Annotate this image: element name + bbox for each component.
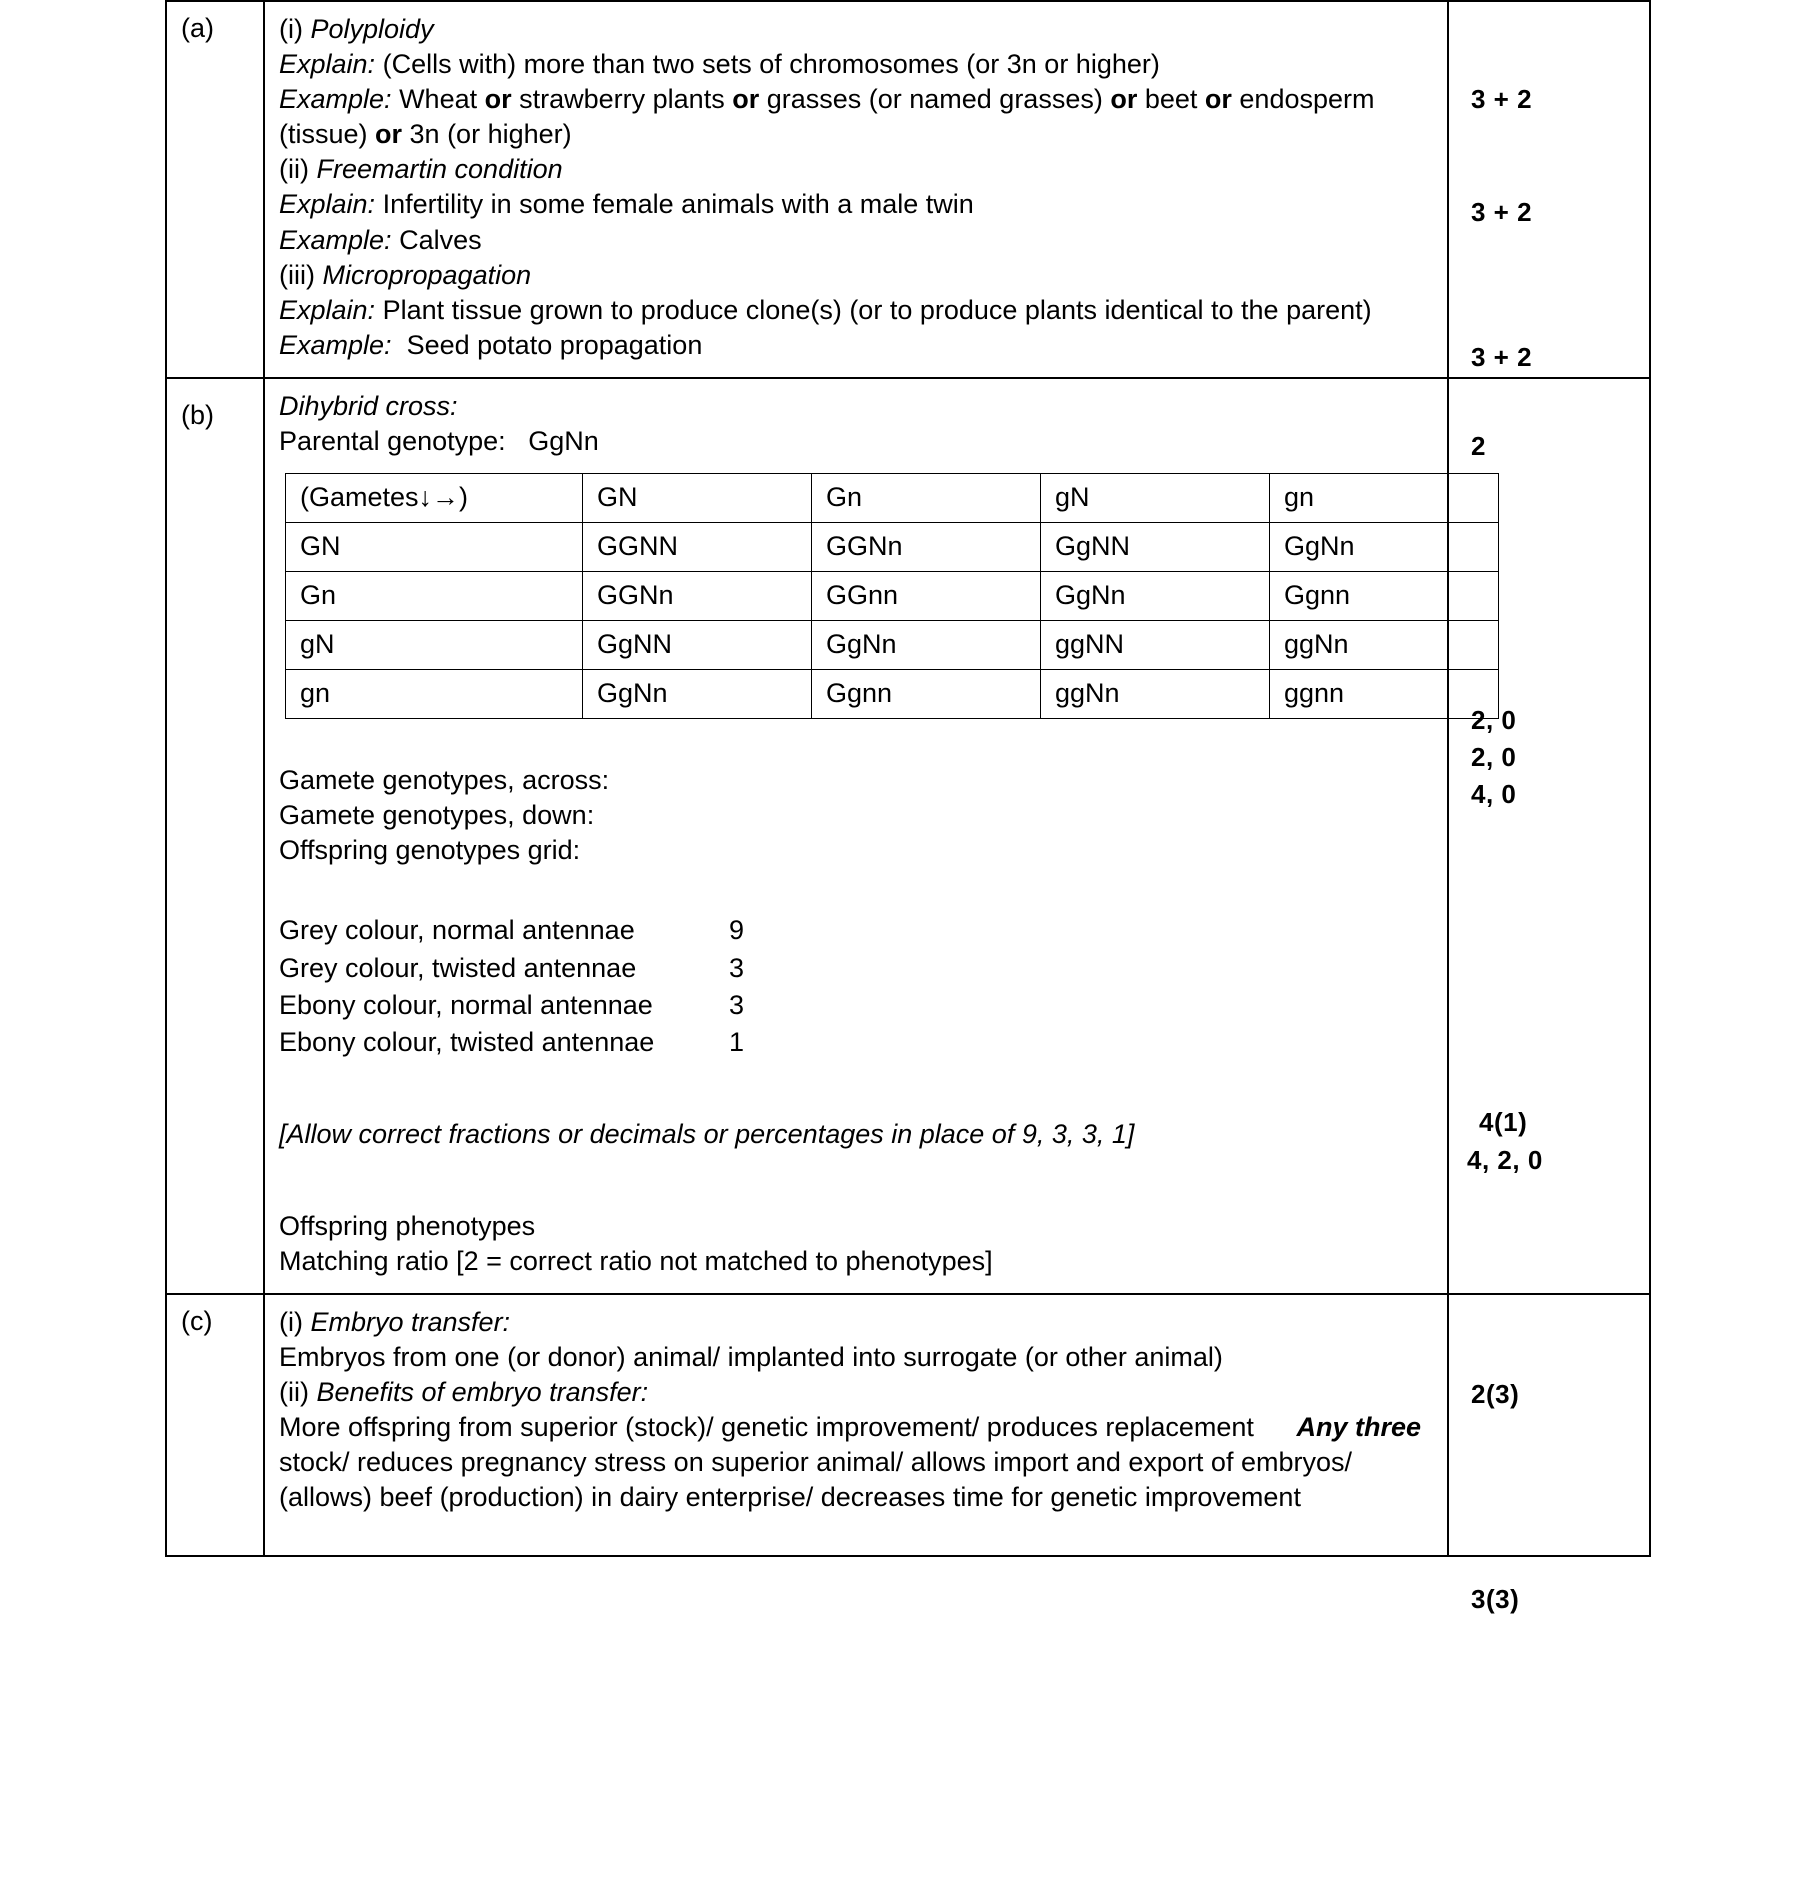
part-label-c: (c): [181, 1305, 213, 1336]
punnett-row-header: GN: [286, 523, 583, 572]
part-label-a: (a): [181, 13, 214, 43]
answer-body-c: [265, 1295, 1447, 1556]
punnett-header-row: [286, 474, 1499, 523]
explain-text: Plant tissue grown to produce clone(s) (or to produce plants identical to the parent): [382, 294, 1372, 325]
phenotype-label: Ebony colour, twisted antennae: [279, 1027, 655, 1058]
table-row-section-c: [166, 1294, 1650, 1557]
criterion-offspring-grid: Offspring genotypes grid:: [279, 835, 581, 866]
example-fragment: strawberry plants: [511, 84, 733, 115]
table-row-section-b: [166, 378, 1650, 1294]
body-cell-a: [264, 1, 1448, 378]
item-a-iii-example: [279, 328, 1435, 363]
example-text: Calves: [399, 224, 482, 255]
punnett-genotype-cell: GGNN: [583, 523, 812, 572]
item-number: (i): [279, 14, 303, 44]
allow-note: [Allow correct fractions or decimals or percentages in place of 9, 3, 3, 1]: [279, 1119, 1135, 1150]
explain-text: Infertility in some female animals with a male twin: [382, 189, 974, 220]
parental-genotype-line: [279, 424, 1435, 459]
punnett-genotype-cell: GGNn: [583, 572, 812, 621]
example-label: Example:: [279, 224, 392, 255]
punnett-column-header: gn: [1270, 474, 1499, 523]
punnett-genotype-cell: GgNn: [583, 670, 812, 719]
example-connector-or: or: [732, 84, 760, 115]
example-connector-or: or: [375, 119, 403, 150]
punnett-genotype-cell: GGnn: [812, 572, 1041, 621]
mark-value: 3 + 2: [1471, 84, 1533, 114]
phenotype-label: Grey colour, twisted antennae: [279, 952, 637, 983]
phenotype-count: 3: [729, 952, 745, 983]
mark-value: 2, 0: [1471, 741, 1517, 772]
punnett-genotype-cell: GgNN: [1041, 523, 1270, 572]
item-a-iii: [279, 258, 1435, 293]
punnett-column-header: Gn: [812, 474, 1041, 523]
punnett-genotype-cell: Ggnn: [812, 670, 1041, 719]
term-name: Micropropagation: [322, 259, 532, 290]
example-connector-or: or: [1204, 84, 1232, 115]
phenotype-row: [279, 987, 1435, 1024]
part-label-cell-a: [166, 1, 264, 378]
example-connector-or: or: [1110, 84, 1138, 115]
phenotype-row: [279, 912, 1435, 949]
item-a-i-example: [279, 82, 1435, 152]
parental-genotype-label: Parental genotype:: [279, 426, 506, 457]
item-c-i-text: Embryos from one (or donor) animal/ implanted into surrogate (or other animal): [279, 1341, 1223, 1372]
benefits-text: More offspring from superior (stock)/ genetic improvement/ produces replacement stock/ reduces pregnancy stress on superior animal/ allows import and export of embryos/ (allows) beef (production) in dairy enterprise/ decreases time for genetic improvement: [279, 1411, 1352, 1513]
punnett-genotype-cell: ggNn: [1270, 621, 1499, 670]
answer-body-a: [265, 2, 1447, 377]
item-number: (ii): [279, 1376, 309, 1407]
term-name: Freemartin condition: [316, 154, 563, 185]
explain-text: (Cells with) more than two sets of chromosomes (or 3n or higher): [382, 49, 1160, 80]
punnett-row: [286, 670, 1499, 719]
example-fragment: 3n (or higher): [402, 119, 572, 150]
punnett-genotype-cell: ggNN: [1041, 621, 1270, 670]
punnett-genotype-cell: ggNn: [1041, 670, 1270, 719]
answer-body-b: [265, 379, 1447, 1293]
example-text-rich: [279, 84, 1375, 149]
part-label-cell-b: [166, 378, 264, 1294]
item-a-iii-explain: [279, 293, 1435, 328]
item-a-i-explain: [279, 47, 1435, 82]
marking-scheme-page: [165, 0, 1643, 1614]
mark-value: 2: [1471, 430, 1486, 461]
example-fragment: grasses (or named grasses): [759, 84, 1111, 115]
phenotype-count: 3: [729, 989, 745, 1020]
phenotype-count: 1: [729, 1027, 745, 1058]
punnett-corner-cell: (Gametes↓→): [286, 474, 583, 523]
mark-value: 3 + 2: [1471, 197, 1533, 227]
explain-label: Explain:: [279, 49, 376, 80]
punnett-genotype-cell: ggnn: [1270, 670, 1499, 719]
marks-cell-c: [1448, 1294, 1650, 1614]
item-number: (ii): [279, 154, 309, 185]
mark-value: 2, 0: [1471, 704, 1517, 735]
item-c-ii-text: [279, 1410, 1435, 1515]
term-name: Embryo transfer:: [310, 1306, 511, 1337]
example-label: Example:: [279, 329, 392, 360]
part-label-b: (b): [181, 399, 214, 430]
punnett-genotype-cell: GGNn: [812, 523, 1041, 572]
matching-ratio-criterion: Matching ratio [2 = correct ratio not matched to phenotypes]: [279, 1245, 993, 1276]
example-connector-or: or: [484, 84, 512, 115]
phenotype-row: [279, 1024, 1435, 1061]
example-fragment: endosperm (tissue): [279, 84, 1375, 150]
punnett-row-header: Gn: [286, 572, 583, 621]
item-a-ii-explain: [279, 187, 1435, 222]
item-number: (i): [279, 1306, 303, 1337]
example-label: Example:: [279, 84, 392, 115]
offspring-phenotypes-criterion: Offspring phenotypes: [279, 1210, 536, 1241]
criterion-gametes-across: Gamete genotypes, across:: [279, 765, 610, 796]
mark-value: 2(3): [1471, 1378, 1520, 1409]
punnett-row-header: gn: [286, 670, 583, 719]
explain-label: Explain:: [279, 189, 376, 220]
punnett-row-header: gN: [286, 621, 583, 670]
table-row-section-a: [166, 1, 1650, 378]
punnett-genotype-cell: GgNn: [812, 621, 1041, 670]
term-name: Benefits of embryo transfer:: [316, 1376, 649, 1407]
item-a-i: [279, 12, 1435, 47]
item-a-ii: [279, 152, 1435, 187]
mark-value: 4, 2, 0: [1467, 1144, 1543, 1175]
mark-value: 4, 0: [1471, 778, 1517, 809]
punnett-square-table: [285, 473, 1499, 719]
punnett-row: [286, 621, 1499, 670]
punnett-genotype-cell: GgNn: [1270, 523, 1499, 572]
punnett-column-header: GN: [583, 474, 812, 523]
punnett-genotype-cell: GgNN: [583, 621, 812, 670]
criterion-gametes-down: Gamete genotypes, down:: [279, 800, 595, 831]
term-name: Polyploidy: [310, 14, 434, 44]
explain-label: Explain:: [279, 294, 376, 325]
phenotype-count: 9: [729, 915, 745, 946]
mark-value: 3 + 2: [1471, 342, 1533, 372]
parental-genotype-value: GgNn: [528, 426, 599, 457]
example-text: Seed potato propagation: [406, 329, 703, 360]
marks-cell-b: [1448, 378, 1650, 1294]
marking-scheme-table: [165, 0, 1651, 1614]
punnett-row: [286, 523, 1499, 572]
phenotype-row: [279, 950, 1435, 987]
any-three-note: Any three: [1296, 1411, 1421, 1442]
phenotype-label: Ebony colour, normal antennae: [279, 989, 653, 1020]
punnett-genotype-cell: GgNn: [1041, 572, 1270, 621]
example-fragment: Wheat: [399, 84, 485, 115]
phenotype-label: Grey colour, normal antennae: [279, 915, 635, 946]
punnett-column-header: gN: [1041, 474, 1270, 523]
item-c-ii: [279, 1375, 1435, 1410]
example-fragment: beet: [1137, 84, 1205, 115]
dihybrid-heading: Dihybrid cross:: [279, 390, 458, 421]
body-cell-c: [264, 1294, 1448, 1557]
mark-value: 4(1): [1479, 1106, 1528, 1137]
mark-value: 3(3): [1471, 1583, 1520, 1614]
body-cell-b: [264, 378, 1448, 1294]
marks-cell-a: [1448, 1, 1650, 378]
item-number: (iii): [279, 259, 315, 290]
item-c-i: [279, 1305, 1435, 1340]
punnett-genotype-cell: Ggnn: [1270, 572, 1499, 621]
item-a-ii-example: [279, 223, 1435, 258]
punnett-row: [286, 572, 1499, 621]
part-label-cell-c: [166, 1294, 264, 1557]
